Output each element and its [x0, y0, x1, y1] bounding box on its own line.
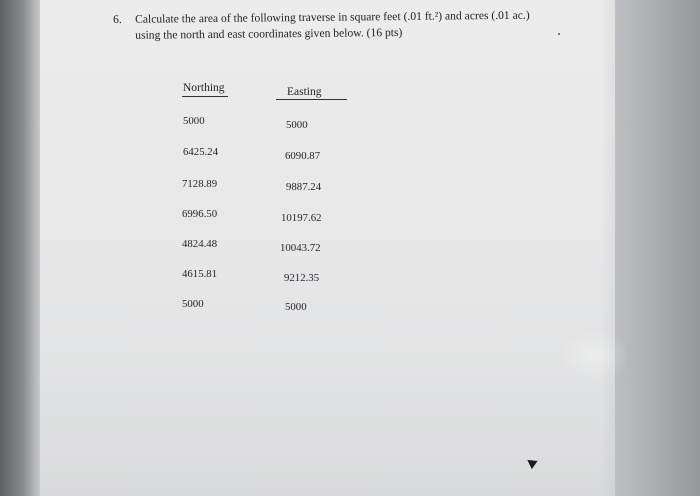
northing-header	[183, 82, 225, 94]
table-row-3-northing: 7128.89	[182, 178, 218, 190]
table-row-5-northing: 4824.48	[182, 238, 218, 250]
glare-spot	[560, 330, 630, 380]
table-row-7-easting: 5000	[285, 301, 307, 313]
table-row-4-northing: 6996.50	[182, 208, 218, 220]
easting-header	[287, 86, 322, 98]
table-row-1-easting: 5000	[286, 119, 308, 131]
question-line-1: Calculate the area of the following traverse in square feet (.01 ft.²) and acres (.01 ac.)	[135, 8, 530, 26]
table-row-2-easting: 6090.87	[285, 150, 321, 162]
easting-header-label: Easting	[287, 86, 322, 98]
question-text	[113, 7, 583, 44]
table-row-2-northing: 6425.24	[183, 146, 219, 158]
northing-underline	[182, 96, 228, 97]
table-row-1-northing: 5000	[183, 115, 205, 127]
table-row-5-easting: 10043.72	[280, 242, 321, 254]
question-number: 6.	[113, 12, 122, 26]
easting-underline	[276, 99, 347, 100]
left-edge-shadow	[0, 0, 40, 496]
northing-header-label: Northing	[183, 82, 225, 94]
table-row-4-easting: 10197.62	[281, 212, 322, 224]
table-row-6-northing: 4615.81	[182, 268, 218, 280]
table-row-3-easting: 9887.24	[286, 181, 322, 193]
table-row-7-northing: 5000	[182, 298, 204, 310]
right-edge-shadow	[600, 0, 700, 496]
table-row-6-easting: 9212.35	[284, 272, 320, 284]
paper-sheet	[40, 0, 615, 496]
question-line-2: using the north and east coordinates given below. (16 pts)	[135, 25, 403, 42]
